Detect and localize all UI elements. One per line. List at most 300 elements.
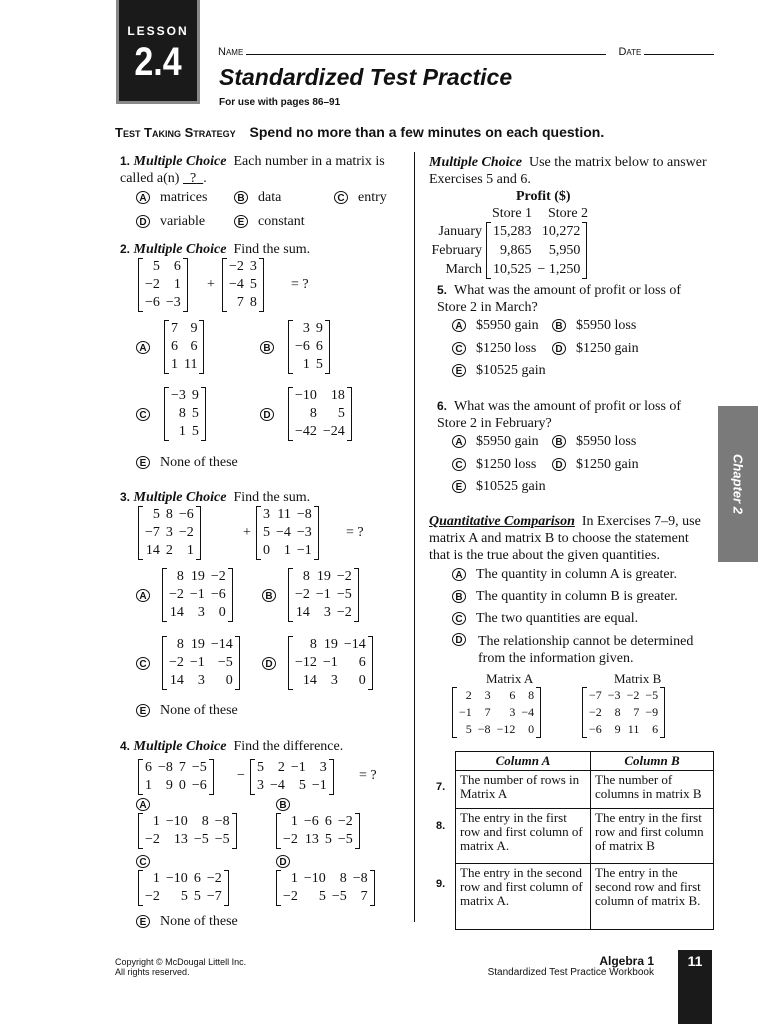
column-a-header: Column A xyxy=(456,752,591,771)
matrix-entry: 19 xyxy=(190,637,205,652)
matrix-bracket-left xyxy=(164,387,169,441)
matrix-entry: 15,283 xyxy=(493,224,532,239)
question-type: Multiple Choice xyxy=(133,154,227,169)
blank: ? xyxy=(189,171,197,186)
matrix-entry: 2 xyxy=(277,760,285,775)
option-b[interactable]: B xyxy=(260,340,284,356)
matrix-entry: 14 xyxy=(169,673,184,688)
matrix-bracket-left xyxy=(138,506,143,560)
matrix-entry: −2 xyxy=(210,569,226,584)
matrix-entry: 19 xyxy=(323,637,338,652)
matrix-entry: 1 xyxy=(283,543,291,558)
comparison-table xyxy=(455,751,714,930)
matrix-entry: −3 xyxy=(296,525,312,540)
matrix-entry: −1 xyxy=(189,587,205,602)
matrix-entry: −1 xyxy=(322,655,338,670)
matrix-entry: −3 xyxy=(165,295,181,310)
matrix-entry: −6 xyxy=(145,295,160,310)
matrix-entry: 3 xyxy=(165,525,173,540)
matrix-entry: 5 xyxy=(337,406,345,421)
profit-intro: Multiple Choice Use the matrix below to answer Exercises 5 and 6. xyxy=(429,155,707,187)
matrix-entry: 1 xyxy=(178,424,186,439)
matrix-entry: 14 xyxy=(302,673,317,688)
matrix-q3-a xyxy=(162,568,233,622)
matrix-entry: 5 xyxy=(318,889,326,904)
option-b[interactable]: B $5950 loss xyxy=(552,434,636,450)
matrix-entry: −1 xyxy=(296,543,312,558)
matrix-entry: 1 xyxy=(290,871,298,886)
matrix-entry: 6 xyxy=(358,655,366,670)
option-d[interactable]: D xyxy=(260,407,284,423)
matrix-entry: −14 xyxy=(343,637,366,652)
matrix-entry: −3 xyxy=(607,688,621,702)
column-b-header: Column B xyxy=(591,752,714,771)
matrix-entry: 8 xyxy=(309,637,317,652)
matrix-entry: −4 xyxy=(276,525,291,540)
matrix-bracket-right xyxy=(199,320,204,374)
matrix-bracket-right xyxy=(536,687,541,738)
matrix-q2-a xyxy=(164,320,204,374)
row-number: 8. xyxy=(436,820,446,832)
option-e[interactable]: E $10525 gain xyxy=(452,363,546,379)
matrix-entry: −5 xyxy=(217,655,233,670)
book-info: Algebra 1 Standardized Test Practice Workbook xyxy=(487,954,654,978)
matrix-entry: 9 xyxy=(614,722,621,736)
matrix-entry: −6 xyxy=(295,339,310,354)
matrix-entry: −2 xyxy=(295,587,310,602)
matrix-entry: 7 xyxy=(178,760,186,775)
matrix-entry: 9,865 xyxy=(500,243,532,258)
matrix-entry: −3 xyxy=(171,388,186,403)
option-a[interactable]: A matrices xyxy=(136,190,207,206)
matrix-entry: −2 xyxy=(206,871,222,886)
lesson-word: LESSON xyxy=(127,24,189,38)
matrix-bracket-right xyxy=(235,636,240,690)
option-a[interactable]: A xyxy=(136,588,160,604)
matrix-entry: 6 xyxy=(145,760,152,775)
matrix-entry: 8 xyxy=(339,871,347,886)
matrix-q3-right xyxy=(256,506,319,560)
matrix-entry: 0 xyxy=(528,722,535,736)
matrix-entry: −8 xyxy=(352,871,368,886)
matrix-bracket-right xyxy=(368,636,373,690)
matrix-entry: −7 xyxy=(145,525,160,540)
name-blank xyxy=(246,44,606,55)
matrix-bracket-right xyxy=(201,387,206,441)
matrix-b xyxy=(582,687,665,738)
matrix-entry: 1 xyxy=(186,543,194,558)
matrix-entry: 19 xyxy=(316,569,331,584)
matrix-entry: 0 xyxy=(218,605,226,620)
matrix-bracket-left xyxy=(164,320,169,374)
matrix-entry: −4 xyxy=(229,277,244,292)
matrix-entry: −2 xyxy=(337,814,353,829)
matrix-entry: 3 xyxy=(323,605,331,620)
matrix-entry: −5 xyxy=(336,587,352,602)
matrix-entry: 3 xyxy=(509,705,516,719)
matrix-entry: −5 xyxy=(331,889,347,904)
matrix-bracket-right xyxy=(209,759,214,795)
profit-col2: Store 2 xyxy=(548,206,589,221)
matrix-bracket-right xyxy=(354,568,359,622)
row-number: 9. xyxy=(436,878,446,890)
option-c[interactable]: C $1250 loss xyxy=(452,341,536,357)
matrix-entry: −6 xyxy=(210,587,226,602)
option-a[interactable]: A $5950 gain xyxy=(452,434,539,450)
matrix-bracket-right xyxy=(259,258,264,312)
matrix-q4-a xyxy=(138,813,237,849)
matrix-entry: −10 xyxy=(295,388,317,403)
matrix-entry: 3 xyxy=(257,778,264,793)
matrix-entry: 1 xyxy=(290,814,298,829)
matrix-entry: 8 xyxy=(176,637,184,652)
question-3: 3. Multiple Choice Find the sum. xyxy=(120,490,311,505)
matrix-entry: 1 xyxy=(152,814,160,829)
option-d[interactable]: D variable xyxy=(136,214,205,230)
matrix-entry: −5 xyxy=(214,832,230,847)
matrix-bracket-left xyxy=(288,320,293,374)
matrix-entry: 6 xyxy=(173,259,181,274)
matrix-q4-d xyxy=(276,870,375,906)
matrix-q3-d xyxy=(288,636,373,690)
matrix-entry: 1 xyxy=(171,357,178,372)
matrix-entry: 5 xyxy=(249,277,257,292)
option-b[interactable]: B xyxy=(276,797,300,813)
matrix-entry: −4 xyxy=(521,705,535,719)
matrix-entry: −7 xyxy=(589,688,602,702)
question-4: 4. Multiple Choice Find the difference. xyxy=(120,739,344,754)
profit-title: Profit ($) xyxy=(516,189,571,204)
matrix-entry: 5 xyxy=(152,507,160,522)
matrix-entry: 3 xyxy=(263,507,270,522)
matrix-entry: −1 xyxy=(311,778,327,793)
matrix-q4-right xyxy=(250,759,334,795)
matrix-entry: 3 xyxy=(484,688,491,702)
question-5: 5. What was the amount of profit or loss of Store 2 in March? xyxy=(437,283,682,315)
plus-sign: + xyxy=(243,525,251,540)
comparison-row: The number of rows in Matrix A The number of columns in matrix B xyxy=(456,771,714,809)
matrix-entry: −2 xyxy=(336,605,352,620)
matrix-bracket-left xyxy=(250,759,255,795)
matrix-entry: 13 xyxy=(173,832,188,847)
matrix-entry: 3 xyxy=(319,760,327,775)
question-text: Each number in a matrix is called a(n) xyxy=(120,154,385,186)
matrix-bracket-right xyxy=(355,813,360,849)
qc-option-a[interactable]: A The quantity in column A is greater. xyxy=(452,567,677,583)
matrix-q4-c xyxy=(138,870,229,906)
matrix-entry: 14 xyxy=(295,605,310,620)
matrix-entry: 5 xyxy=(315,357,323,372)
matrix-entry: −2 xyxy=(626,688,640,702)
test-strategy xyxy=(115,124,604,140)
matrix-entry: 5 xyxy=(180,889,188,904)
matrix-entry: 5 xyxy=(257,760,264,775)
matrix-entry: −10 xyxy=(303,871,326,886)
matrix-entry: −6 xyxy=(178,507,194,522)
matrix-q3-b xyxy=(288,568,359,622)
matrix-entry: 7 xyxy=(171,321,178,336)
matrix-entry: 10,525 xyxy=(493,262,532,277)
matrix-q4-b xyxy=(276,813,360,849)
matrix-entry: 8 xyxy=(302,569,310,584)
matrix-entry: 7 xyxy=(633,705,640,719)
option-e[interactable]: E None of these xyxy=(136,914,238,930)
copyright: Copyright © McDougal Littell Inc. All rights reserved. xyxy=(115,957,247,977)
lesson-number: 2.4 xyxy=(134,40,182,84)
matrix-entry: 5 xyxy=(152,259,160,274)
qc-option-b[interactable]: B The quantity in column B is greater. xyxy=(452,589,678,605)
name-label: Name xyxy=(218,46,244,58)
matrix-q2-b xyxy=(288,320,330,374)
page-number: 11 xyxy=(678,950,712,1024)
comparison-row: The entry in the second row and first column of matrix A. The entry in the second row and first column of matrix B. xyxy=(456,864,714,930)
qc-option-c[interactable]: C The two quantities are equal. xyxy=(452,611,638,627)
matrix-entry: −42 xyxy=(295,424,317,439)
matrix-entry: −7 xyxy=(206,889,222,904)
matrix-entry: 0 xyxy=(263,543,270,558)
option-c[interactable]: C $1250 loss xyxy=(452,457,536,473)
matrix-entry: 7 xyxy=(484,705,491,719)
matrix-entry: −8 xyxy=(214,814,230,829)
matrix-entry: −2 xyxy=(589,705,602,719)
matrix-bracket-left xyxy=(162,568,167,622)
option-b[interactable]: B xyxy=(262,588,286,604)
matrix-bracket-left xyxy=(222,258,227,312)
plus-sign: + xyxy=(207,277,215,292)
option-c[interactable]: C xyxy=(136,854,160,870)
matrix-bracket-left xyxy=(138,813,143,849)
matrix-entry: 5,950 xyxy=(548,243,581,258)
matrix-entry: 5 xyxy=(324,832,332,847)
matrix-bracket-left xyxy=(452,687,457,738)
matrix-entry: 6 xyxy=(193,871,201,886)
matrix-entry: −2 xyxy=(169,587,184,602)
matrix-entry: −8 xyxy=(158,760,173,775)
matrix-entry: −2 xyxy=(283,889,298,904)
strategy-text: Spend no more than a few minutes on each question. xyxy=(249,124,605,140)
column-divider xyxy=(414,152,415,922)
matrix-bracket-right xyxy=(325,320,330,374)
matrix-entry: −5 xyxy=(645,688,659,702)
option-c[interactable]: C entry xyxy=(334,190,387,206)
matrix-bracket-left xyxy=(288,636,293,690)
matrix-bracket-right xyxy=(224,870,229,906)
matrix-q2-d xyxy=(288,387,352,441)
matrix-a xyxy=(452,687,541,738)
matrix-entry: 1 xyxy=(145,778,152,793)
equals-sign: = ? xyxy=(359,768,377,783)
matrix-entry: 6 xyxy=(324,814,332,829)
option-d[interactable]: D xyxy=(276,854,300,870)
matrix-entry: −2 xyxy=(145,889,160,904)
matrix-entry: 8 xyxy=(528,688,535,702)
strategy-label: Test Taking Strategy xyxy=(115,125,236,140)
matrix-entry: 18 xyxy=(330,388,345,403)
option-c[interactable]: C xyxy=(136,407,160,423)
matrix-entry: −8 xyxy=(477,722,491,736)
matrix-entry: −1 xyxy=(459,705,472,719)
matrix-entry: 7 xyxy=(360,889,368,904)
matrix-entry: −2 xyxy=(178,525,194,540)
matrix-entry: 2 xyxy=(165,543,173,558)
matrix-entry: 9 xyxy=(190,321,198,336)
matrix-bracket-left xyxy=(162,636,167,690)
matrix-entry: −4 xyxy=(270,778,285,793)
matrix-entry: 1 xyxy=(152,871,160,886)
option-e[interactable]: E constant xyxy=(234,214,305,230)
name-date-line xyxy=(218,44,714,58)
matrix-entry: − 1,250 xyxy=(537,262,581,277)
matrix-q2-left xyxy=(138,258,188,312)
matrix-entry: 1 xyxy=(302,357,310,372)
option-b[interactable]: B $5950 loss xyxy=(552,318,636,334)
matrix-bracket-right xyxy=(347,387,352,441)
matrix-entry: 3 xyxy=(302,321,310,336)
matrix-entry: 11 xyxy=(627,722,640,736)
qc-intro: Quantitative Comparison In Exercises 7–9, use matrix A and matrix B to choose the statement that is the true about the given quantities. xyxy=(429,514,701,563)
question-6: 6. What was the amount of profit or loss of Store 2 in February? xyxy=(437,399,682,431)
matrix-entry: −5 xyxy=(337,832,353,847)
matrix-q2-c xyxy=(164,387,206,441)
matrix-entry: −2 xyxy=(283,832,298,847)
question-2: 2. Multiple Choice Find the sum. xyxy=(120,242,311,257)
matrix-entry: −6 xyxy=(303,814,319,829)
option-b[interactable]: B data xyxy=(234,190,281,206)
matrix-bracket-left xyxy=(138,258,143,312)
minus-sign: − xyxy=(237,768,245,783)
matrix-bracket-left xyxy=(288,568,293,622)
option-d[interactable]: D xyxy=(262,656,286,672)
matrix-entry: −2 xyxy=(145,277,160,292)
matrix-entry: −6 xyxy=(589,722,602,736)
matrix-entry: 6 xyxy=(190,339,198,354)
matrix-entry: −14 xyxy=(210,637,233,652)
date-label: Date xyxy=(618,46,642,58)
matrix-entry: 3 xyxy=(249,259,257,274)
matrix-entry: −10 xyxy=(165,871,188,886)
matrix-a-label: Matrix A xyxy=(486,671,534,686)
matrix-entry: 9 xyxy=(165,778,173,793)
matrix-bracket-left xyxy=(288,387,293,441)
profit-matrix xyxy=(486,222,587,279)
matrix-q4-left xyxy=(138,759,214,795)
page-subtitle: For use with pages 86–91 xyxy=(219,97,341,108)
matrix-entry: 9 xyxy=(191,388,199,403)
matrix-entry: 9 xyxy=(315,321,323,336)
option-a[interactable]: A $5950 gain xyxy=(452,318,539,334)
matrix-b-label: Matrix B xyxy=(614,671,662,686)
matrix-entry: 10,272 xyxy=(541,224,581,239)
matrix-bracket-right xyxy=(183,258,188,312)
matrix-entry: −24 xyxy=(322,424,345,439)
matrix-entry: 2 xyxy=(465,688,472,702)
matrix-bracket-left xyxy=(276,813,281,849)
matrix-bracket-right xyxy=(329,759,334,795)
matrix-entry: 5 xyxy=(465,722,472,736)
matrix-entry: 1 xyxy=(173,277,181,292)
matrix-entry: −2 xyxy=(145,832,160,847)
option-c[interactable]: C xyxy=(136,656,160,672)
matrix-entry: −10 xyxy=(165,814,188,829)
matrix-entry: 3 xyxy=(197,673,205,688)
matrix-entry: 6 xyxy=(315,339,323,354)
matrix-q3-left xyxy=(138,506,201,560)
profit-row-labels: January February March xyxy=(431,224,482,277)
matrix-entry: 11 xyxy=(184,357,198,372)
matrix-bracket-right xyxy=(228,568,233,622)
option-d[interactable]: D $1250 gain xyxy=(552,457,639,473)
chapter-tab: Chapter 2 xyxy=(718,406,758,562)
matrix-entry: 8 xyxy=(309,406,317,421)
matrix-bracket-right xyxy=(660,687,665,738)
matrix-entry: 13 xyxy=(304,832,319,847)
matrix-entry: 3 xyxy=(197,605,205,620)
matrix-bracket-right xyxy=(582,222,587,279)
matrix-entry: 5 xyxy=(191,406,199,421)
option-e[interactable]: E $10525 gain xyxy=(452,479,546,495)
lesson-badge xyxy=(116,0,200,104)
option-e[interactable]: E None of these xyxy=(136,703,238,719)
comparison-row: The entry in the first row and first column of matrix A. The entry in the first row and first column of matrix B xyxy=(456,809,714,864)
question-number: 1. xyxy=(120,154,131,168)
matrix-entry: −8 xyxy=(296,507,312,522)
equals-sign: = ? xyxy=(346,525,364,540)
matrix-entry: 14 xyxy=(169,605,184,620)
matrix-bracket-left xyxy=(276,870,281,906)
matrix-entry: −12 xyxy=(496,722,516,736)
matrix-entry: 6 xyxy=(509,688,516,702)
matrix-entry: 5 xyxy=(263,525,270,540)
option-a[interactable]: A xyxy=(136,340,160,356)
option-d[interactable]: D $1250 gain xyxy=(552,341,639,357)
matrix-entry: 11 xyxy=(277,507,291,522)
equals-sign: = ? xyxy=(291,277,309,292)
matrix-q3-c xyxy=(162,636,240,690)
matrix-entry: −5 xyxy=(191,760,207,775)
matrix-entry: −9 xyxy=(645,705,659,719)
option-e[interactable]: E None of these xyxy=(136,455,238,471)
matrix-entry: 5 xyxy=(191,424,199,439)
question-1: 1. Multiple Choice Each number in a matrix is called a(n) ? . xyxy=(120,154,385,186)
matrix-entry: 0 xyxy=(178,778,186,793)
matrix-entry: 6 xyxy=(652,722,659,736)
matrix-entry: 8 xyxy=(176,569,184,584)
date-blank xyxy=(644,44,714,55)
matrix-entry: 8 xyxy=(614,705,621,719)
matrix-entry: −2 xyxy=(169,655,184,670)
page-title: Standardized Test Practice xyxy=(219,64,513,90)
matrix-q2-right xyxy=(222,258,264,312)
qc-option-d[interactable]: D The relationship cannot be determined from the information given. xyxy=(452,633,702,667)
matrix-entry: −2 xyxy=(229,259,244,274)
profit-col1: Store 1 xyxy=(492,206,533,221)
matrix-entry: 8 xyxy=(165,507,173,522)
matrix-entry: −1 xyxy=(290,760,306,775)
option-a[interactable]: A xyxy=(136,797,160,813)
matrix-entry: 0 xyxy=(358,673,366,688)
matrix-entry: −2 xyxy=(336,569,352,584)
matrix-entry: −5 xyxy=(193,832,209,847)
matrix-entry: 14 xyxy=(145,543,160,558)
matrix-bracket-right xyxy=(232,813,237,849)
matrix-entry: −1 xyxy=(315,587,331,602)
matrix-entry: 8 xyxy=(178,406,186,421)
matrix-entry: −1 xyxy=(189,655,205,670)
matrix-bracket-right xyxy=(370,870,375,906)
matrix-bracket-right xyxy=(314,506,319,560)
matrix-entry: 0 xyxy=(225,673,233,688)
row-number: 7. xyxy=(436,781,446,793)
